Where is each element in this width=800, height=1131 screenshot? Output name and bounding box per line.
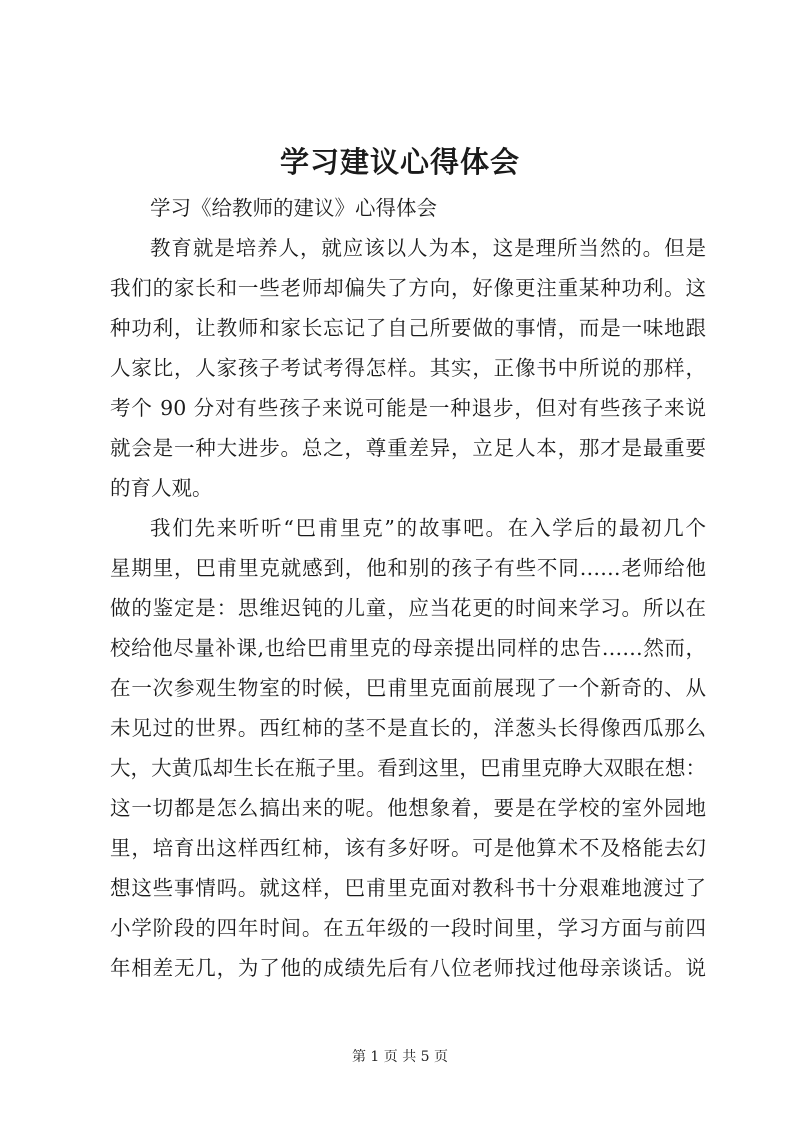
paragraph-line: 我们先来听听“巴甫里克”的故事吧。在入学后的最初几个 [150,516,706,540]
paragraph-1 [110,228,706,508]
paragraph-line: 的育人观。 [110,476,213,500]
paragraph-line: 就会是一种大进步。总之，尊重差异，立足人本，那才是最重要 [110,436,706,460]
paragraph-line: 教育就是培养人，就应该以人为本，这是理所当然的。但是 [150,236,706,260]
paragraph-line: 我们的家长和一些老师却偏失了方向，好像更注重某种功利。这 [110,276,706,300]
paragraph-line: 做的鉴定是：思维迟钝的儿童，应当花更的时间来学习。所以在 [110,596,706,620]
document-title: 学习建议心得体会 [279,145,520,179]
paragraph-line: 大，大黄瓜却生长在瓶子里。看到这里，巴甫里克睁大双眼在想： [110,756,706,780]
subtitle-line: 学习《给教师的建议》心得体会 [150,196,437,220]
paragraph-line: 年相差无几，为了他的成绩先后有八位老师找过他母亲谈话。说 [110,956,706,980]
paragraph-line: 在一次参观生物室的时候，巴甫里克面前展现了一个新奇的、从 [110,676,706,700]
paragraph-line: 星期里，巴甫里克就感到，他和别的孩子有些不同……老师给他 [110,556,706,580]
paragraph-line: 种功利，让教师和家长忘记了自己所要做的事情，而是一味地跟 [110,316,706,340]
paragraph-line: 小学阶段的四年时间。在五年级的一段时间里，学习方面与前四 [110,916,706,940]
paragraph-2 [110,508,706,988]
paragraph-line: 未见过的世界。西红柿的茎不是直长的，洋葱头长得像西瓜那么 [110,716,706,740]
paragraph-line: 想这些事情吗。就这样，巴甫里克面对教科书十分艰难地渡过了 [110,876,706,900]
paragraph-line: 人家比，人家孩子考试考得怎样。其实，正像书中所说的那样， [110,356,706,380]
page-footer: 第 1 页 共 5 页 [351,1049,449,1065]
paragraph-line: 考个 90 分对有些孩子来说可能是一种退步，但对有些孩子来说 [110,396,706,420]
paragraph-line: 里，培育出这样西红柿，该有多好呀。可是他算术不及格能去幻 [110,836,706,860]
paragraph-line: 这一切都是怎么搞出来的呢。他想象着，要是在学校的室外园地 [110,796,706,820]
document-body [110,188,706,988]
paragraph-line: 校给他尽量补课,也给巴甫里克的母亲提出同样的忠告……然而， [110,636,706,660]
